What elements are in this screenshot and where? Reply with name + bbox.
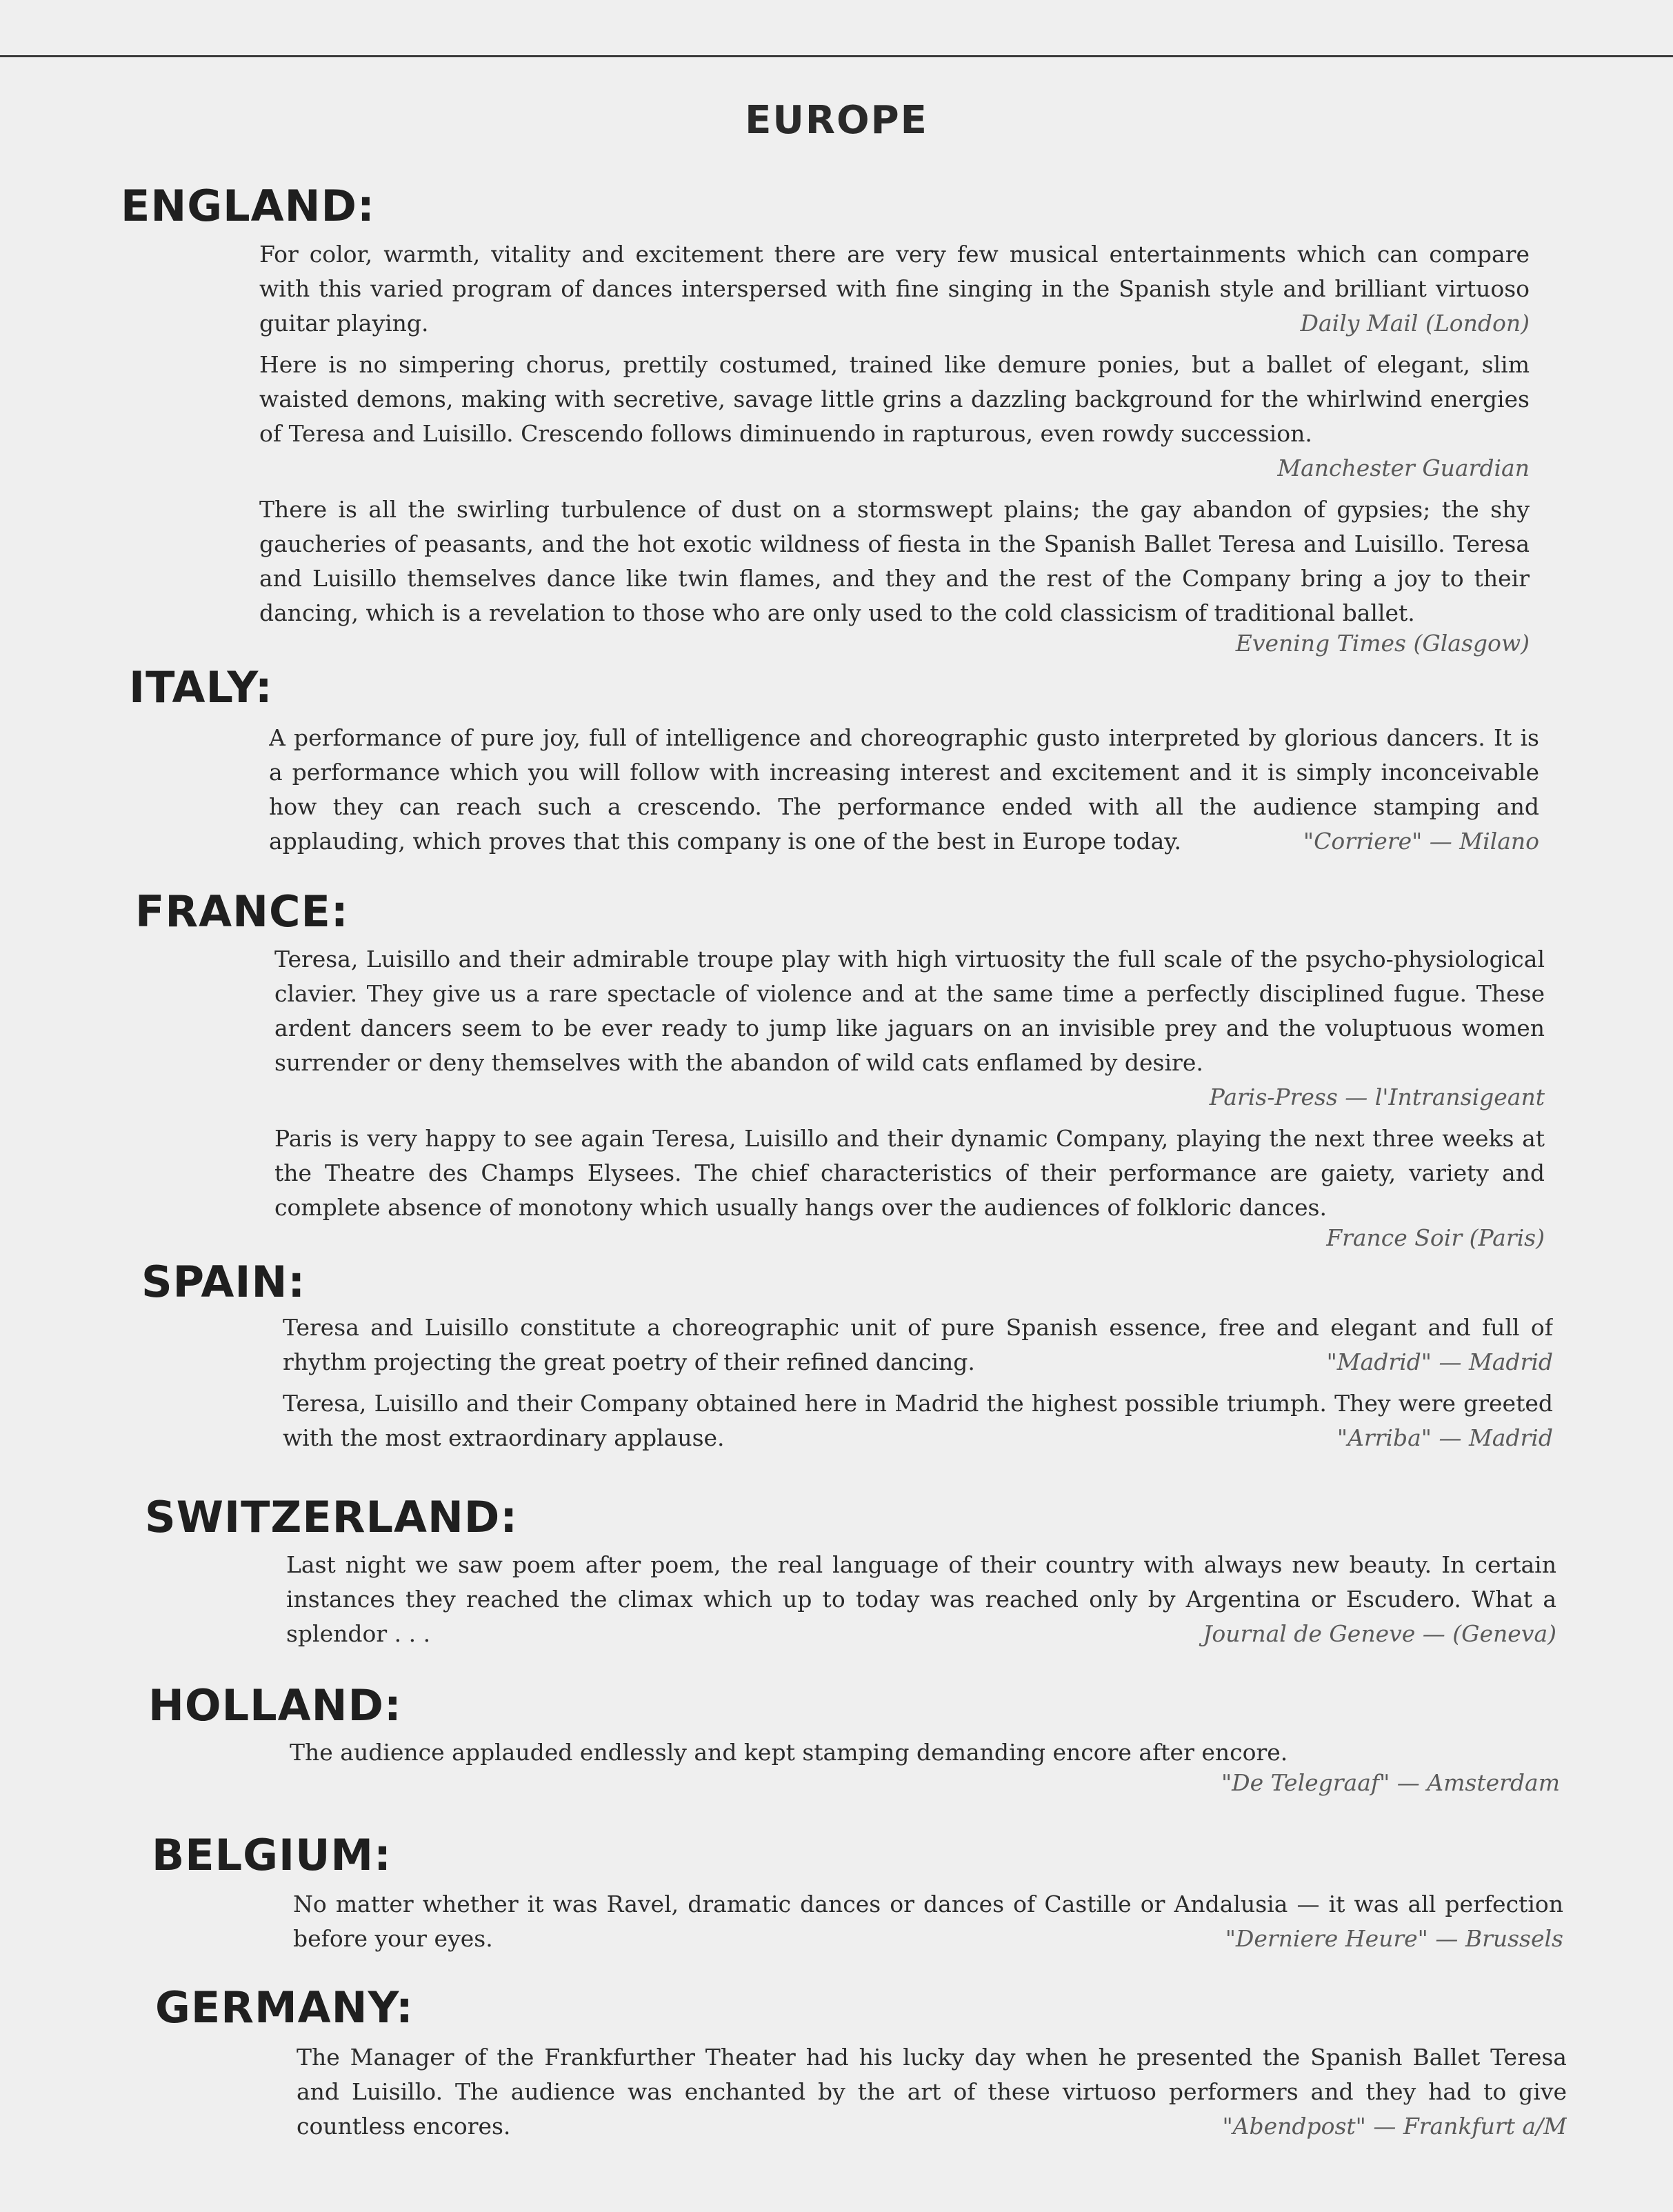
quote-source: "Arriba" — Madrid bbox=[1336, 1424, 1553, 1451]
section-spain bbox=[283, 1311, 1553, 1462]
heading-germany: GERMANY: bbox=[155, 1982, 414, 2033]
top-divider bbox=[0, 55, 1673, 57]
quote-text: Teresa, Luisillo and their Company obtained here in Madrid the highest possible triumph. They were greeted with the most extraordinary applause. bbox=[283, 1390, 1553, 1451]
quote-source: "De Telegraaf" — Amsterdam bbox=[1221, 1769, 1560, 1796]
heading-england: ENGLAND: bbox=[121, 181, 375, 231]
quote-text: A performance of pure joy, full of intelligence and choreographic gusto interpreted by glorious dancers. It is a performance which you will follow with increasing interest and excitement and it is simply inconceivable how they can reach such a crescendo. The performance ended with all the audience stamping and applauding, which proves that this company is one of the best in Europe today. bbox=[269, 724, 1539, 855]
quote-text: No matter whether it was Ravel, dramatic dances or dances of Castille or Andalusia — it was all perfection before your eyes. bbox=[293, 1891, 1563, 1952]
heading-belgium: BELGIUM: bbox=[152, 1830, 392, 1880]
review-quote bbox=[290, 1735, 1560, 1770]
quote-source: Paris-Press — l'Intransigeant bbox=[1209, 1084, 1545, 1110]
quote-source: Evening Times (Glasgow) bbox=[1235, 630, 1530, 657]
heading-switzerland: SWITZERLAND: bbox=[145, 1492, 519, 1542]
quote-text: Last night we saw poem after poem, the real language of their country with always new beauty. In certain instances they reached the climax which up to today was reached only by Argentina or Escudero. What a splendor . . . bbox=[286, 1551, 1556, 1647]
quote-source: "Derniere Heure" — Brussels bbox=[1225, 1925, 1563, 1952]
heading-italy: ITALY: bbox=[129, 662, 273, 713]
review-quote bbox=[297, 2040, 1567, 2144]
quote-source: Journal de Geneve — (Geneva) bbox=[1203, 1620, 1556, 1647]
quote-text: Teresa and Luisillo constitute a choreographic unit of pure Spanish essence, free and elegant and full of rhythm projecting the great poetry of their refined dancing. bbox=[283, 1314, 1553, 1375]
review-quote bbox=[283, 1386, 1553, 1455]
quote-text: For color, warmth, vitality and excitement there are very few musical entertainments which can compare with this varied program of dances interspersed with fine singing in the Spanish style and brilliant virtuoso guitar playing. bbox=[259, 241, 1530, 337]
quote-source: "Madrid" — Madrid bbox=[1326, 1348, 1553, 1375]
quote-text: Here is no simpering chorus, prettily costumed, trained like demure ponies, but a ballet of elegant, slim waisted demons, making with secretive, savage little grins a dazzling background for the whirlwind energies of Teresa and Luisillo. Crescendo follows diminuendo in rapturous, even rowdy succession. bbox=[259, 351, 1530, 447]
review-quote bbox=[274, 942, 1545, 1115]
quote-text: The audience applauded endlessly and kept stamping demanding encore after encore. bbox=[290, 1739, 1288, 1766]
section-holland bbox=[290, 1735, 1560, 1800]
quote-source: Manchester Guardian bbox=[1277, 455, 1530, 481]
section-germany bbox=[297, 2040, 1567, 2151]
section-belgium bbox=[293, 1887, 1563, 1963]
heading-france: FRANCE: bbox=[135, 886, 349, 937]
quote-text: Paris is very happy to see again Teresa, Luisillo and their dynamic Company, playing the next three weeks at the Theatre des Champs Elysees. The chief characteristics of their performance are gaiety, variety and complete absence of monotony which usually hangs over the audiences of folkloric dances. bbox=[274, 1125, 1545, 1221]
heading-holland: HOLLAND: bbox=[148, 1680, 402, 1731]
heading-spain: SPAIN: bbox=[141, 1257, 306, 1307]
review-quote bbox=[283, 1311, 1553, 1379]
section-france bbox=[274, 942, 1545, 1255]
quote-source: Daily Mail (London) bbox=[1300, 310, 1530, 337]
quote-text: There is all the swirling turbulence of dust on a stormswept plains; the gay abandon of gypsies; the shy gaucheries of peasants, and the hot exotic wildness of fiesta in the Spanish Ballet Teresa and Luisillo. Teresa and Luisillo themselves dance like twin flames, and they and the rest of the Company bring a joy to their dancing, which is a revelation to those who are only used to the cold classicism of traditional ballet. bbox=[259, 496, 1530, 626]
section-england bbox=[259, 237, 1530, 661]
review-quote bbox=[259, 348, 1530, 486]
review-quote bbox=[269, 721, 1539, 859]
quote-source: "Corriere" — Milano bbox=[1303, 828, 1539, 855]
quote-source: France Soir (Paris) bbox=[1326, 1224, 1545, 1251]
review-quote bbox=[274, 1122, 1545, 1225]
review-quote bbox=[286, 1548, 1556, 1651]
quote-text: Teresa, Luisillo and their admirable troupe play with high virtuosity the full scale of the psycho-physiological clavier. They give us a rare spectacle of violence and at the same time a perfectly disciplined fugue. These ardent dancers seem to be ever ready to jump like jaguars on an invisible prey and the voluptuous women surrender or deny themselves with the abandon of wild cats enflamed by desire. bbox=[274, 946, 1545, 1076]
section-italy bbox=[269, 721, 1539, 866]
review-quote bbox=[293, 1887, 1563, 1956]
section-switzerland bbox=[286, 1548, 1556, 1658]
quote-source: "Abendpost" — Frankfurt a/M bbox=[1222, 2113, 1567, 2140]
review-quote bbox=[259, 492, 1530, 630]
review-quote bbox=[259, 237, 1530, 341]
page-title: EUROPE bbox=[745, 98, 928, 143]
quote-text: The Manager of the Frankfurther Theater had his lucky day when he presented the Spanish Ballet Teresa and Luisillo. The audience was enchanted by the art of these virtuoso performers and they had to give countless encores. bbox=[297, 2044, 1567, 2140]
